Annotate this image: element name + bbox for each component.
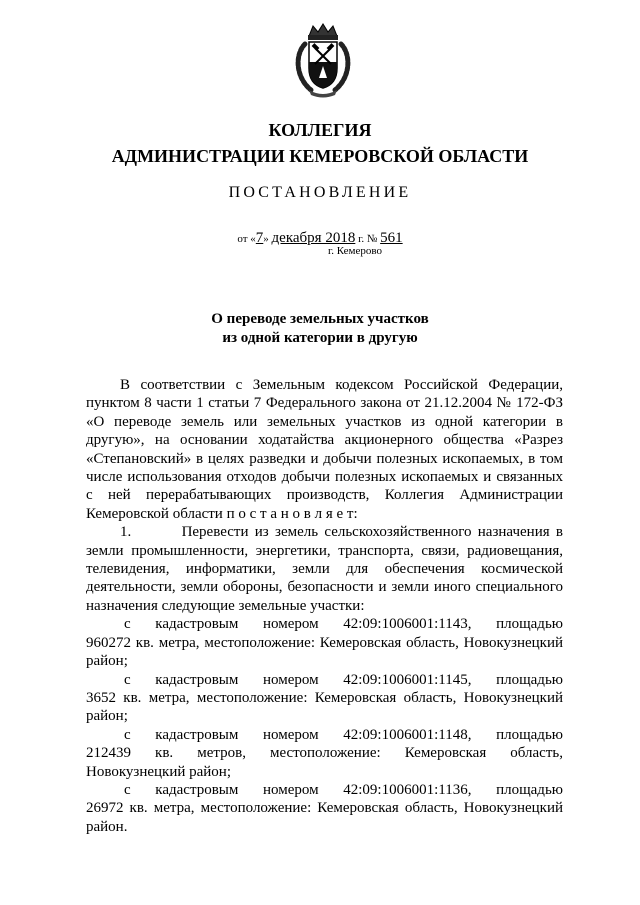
text-line: 3652 кв. метра, местоположение: Кемеровская область, Новокузнецкий	[86, 689, 563, 706]
text-line: 960272 кв. метра, местоположение: Кемеровская область, Новокузнецкий	[86, 634, 563, 651]
text-line: район;	[86, 653, 128, 670]
subject-line2: из одной категории в другую	[222, 330, 418, 346]
date-month-year: декабря 2018	[271, 230, 356, 246]
text-line: «Степановский» в целях разведки и добычи полезных ископаемых, в том	[86, 450, 563, 467]
item-1-paragraph	[86, 523, 563, 615]
text-line: «О переводе земель или земельных участков из одной категории в	[86, 413, 563, 430]
subject-line1: О переводе земельных участков	[211, 311, 429, 327]
text-line: пунктом 8 части 1 статьи 7 Федерального закона от 21.12.2004 № 172-ФЗ	[86, 395, 563, 412]
text-line: район.	[86, 818, 128, 835]
text-line: В соответствии с Земельным кодексом Российской Федерации,	[120, 377, 563, 393]
text-line: с кадастровым номером 42:09:1006001:1143, площадью	[124, 616, 563, 633]
date-day: 7	[255, 230, 264, 246]
text-line: телевидения, информатики, земли для обеспечения космической	[86, 561, 563, 578]
document-type: ПОСТАНОВЛЕНИЕ	[228, 184, 412, 201]
org-title-line2: АДМИНИСТРАЦИИ КЕМЕРОВСКОЙ ОБЛАСТИ	[111, 146, 529, 166]
document-number: 561	[380, 230, 403, 246]
text-line: Кемеровской области п о с т а н о в л я е т:	[86, 505, 358, 522]
date-mid: »	[263, 233, 269, 245]
text-line: 26972 кв. метра, местоположение: Кемеровская область, Новокузнецкий	[86, 800, 563, 817]
text-line: Новокузнецкий район;	[86, 763, 231, 780]
text-line: с ней перерабатывающих производств, Коллегия Администрации	[86, 487, 563, 504]
text-line: деятельности, земли обороны, безопасности и земли иного специального	[86, 579, 563, 596]
text-line: числе использования отходов добычи полезных ископаемых и связанных	[86, 469, 563, 486]
parcel-3	[86, 726, 563, 781]
text-line: район;	[86, 708, 128, 725]
coat-of-arms-emblem	[291, 22, 355, 100]
text-line: назначения следующие земельные участки:	[86, 597, 365, 614]
text-line: с кадастровым номером 42:09:1006001:1148, площадью	[124, 726, 563, 743]
text-line: 1. Перевести из земель сельскохозяйственного назначения в	[120, 524, 563, 541]
intro-paragraph	[86, 376, 563, 523]
number-label: №	[366, 233, 378, 245]
document-body	[86, 376, 563, 836]
text-line: другую», на основании ходатайства акционерного общества «Разрез	[86, 432, 563, 449]
text-line: 212439 кв. метров, местоположение: Кемеровская область,	[86, 745, 563, 762]
text-line: земли промышленности, энергетики, транспорта, связи, радиовещания,	[86, 542, 563, 559]
parcel-4	[86, 781, 563, 836]
city: г. Кемерово	[327, 245, 383, 257]
date-prefix: от «	[237, 233, 256, 245]
date-year-suffix: г.	[358, 233, 365, 245]
text-line: с кадастровым номером 42:09:1006001:1136, площадью	[124, 781, 563, 798]
parcel-1	[86, 615, 563, 670]
parcel-2	[86, 671, 563, 726]
org-title-line1: КОЛЛЕГИЯ	[268, 120, 372, 140]
text-line: с кадастровым номером 42:09:1006001:1145, площадью	[124, 671, 563, 688]
